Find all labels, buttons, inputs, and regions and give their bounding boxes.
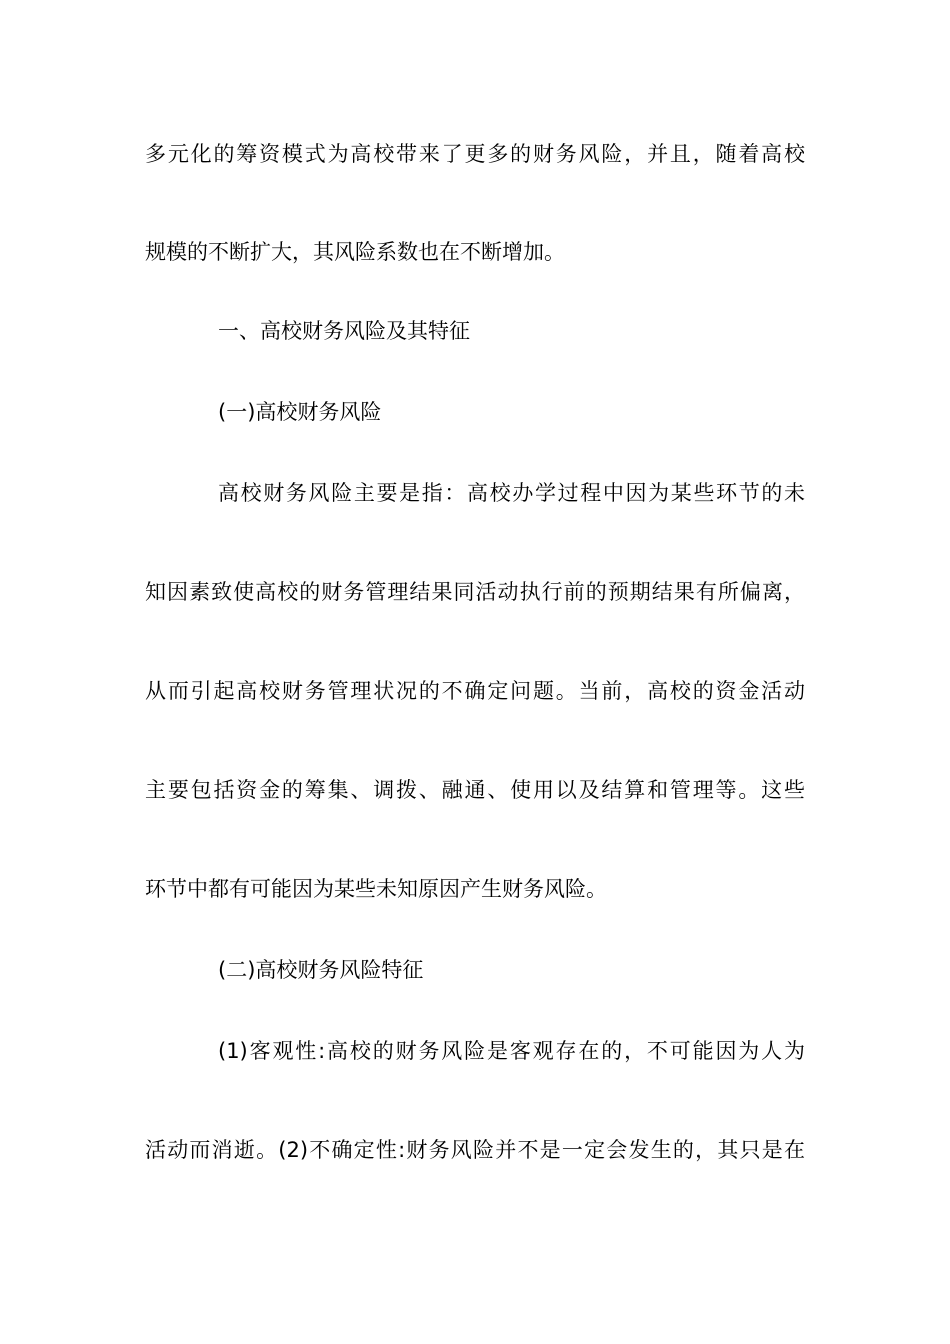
paragraph-line: 从而引起高校财务管理状况的不确定问题。当前，高校的资金活动 [145, 679, 805, 703]
paragraph-line: 环节中都有可能因为某些未知原因产生财务风险。 [145, 877, 607, 901]
subsection-heading: (一)高校财务风险 [218, 400, 382, 424]
paragraph-line: 活动而消逝。(2)不确定性:财务风险并不是一定会发生的，其只是在 [145, 1138, 805, 1162]
paragraph-line: 高校财务风险主要是指：高校办学过程中因为某些环节的未 [218, 481, 805, 505]
paragraph-line: 多元化的筹资模式为高校带来了更多的财务风险，并且，随着高校 [145, 142, 805, 166]
section-heading: 一、高校财务风险及其特征 [218, 319, 470, 343]
paragraph-line: 知因素致使高校的财务管理结果同活动执行前的预期结果有所偏离， [145, 580, 805, 604]
paragraph-line: 主要包括资金的筹集、调拨、融通、使用以及结算和管理等。这些 [145, 778, 805, 802]
paragraph-line: 规模的不断扩大，其风险系数也在不断增加。 [145, 240, 565, 264]
paragraph-line: (1)客观性:高校的财务风险是客观存在的，不可能因为人为 [218, 1039, 805, 1063]
subsection-heading: (二)高校财务风险特征 [218, 958, 424, 982]
